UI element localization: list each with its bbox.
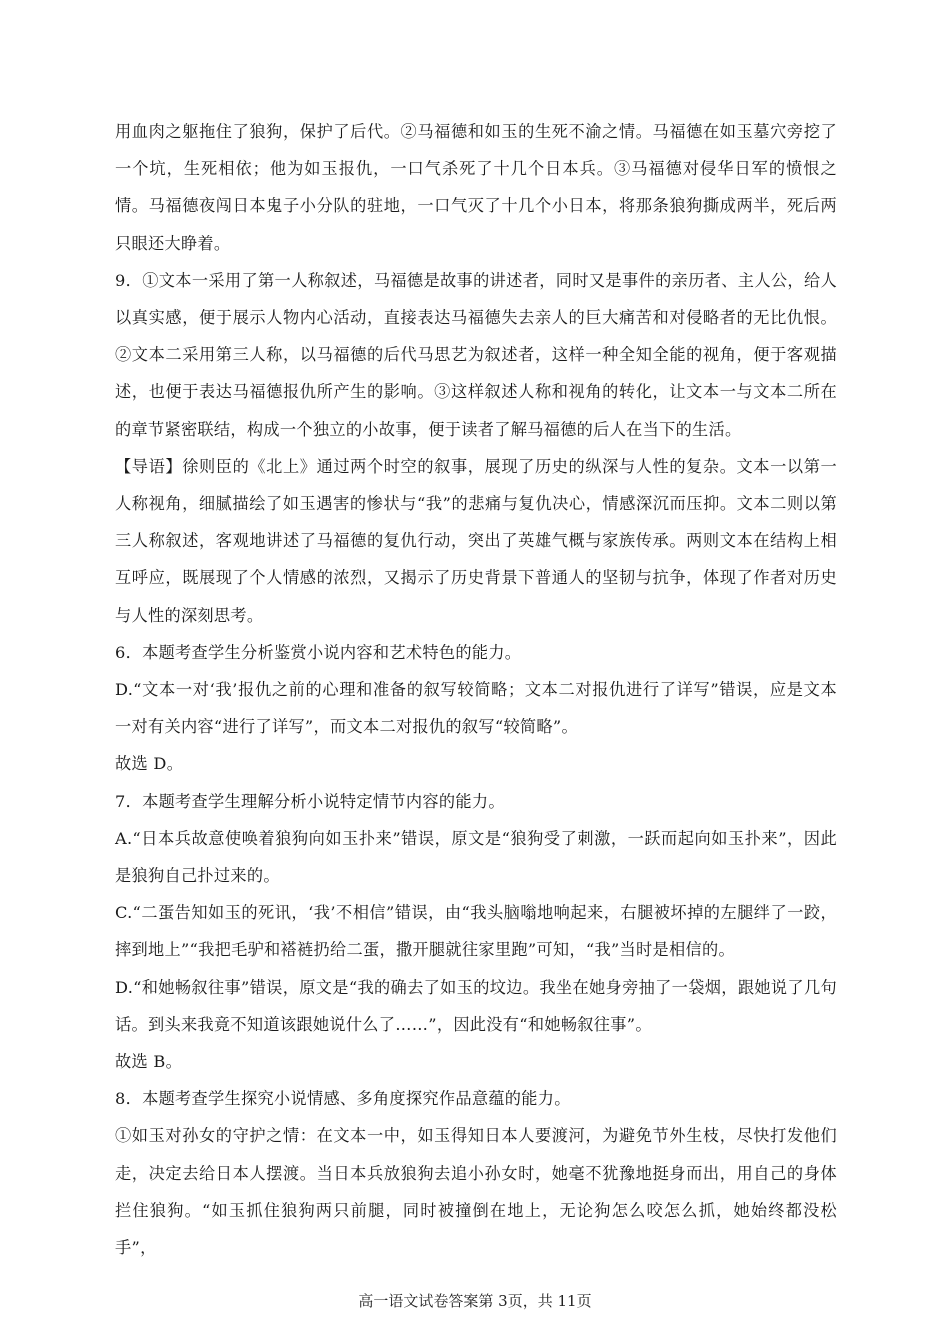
guide-paragraph: 【导语】徐则臣的《北上》通过两个时空的叙事，展现了历史的纵深与人性的复杂。文本一以第一人称视角，细腻描绘了如玉遇害的惨状与“我”的悲痛与复仇决心，情感深沉而压抑。文本二则以第三人称叙述，客观地讲述了马福德的复仇行动，突出了英雄气概与家族传承。两则文本在结构上相互呼应，既展现了个人情感的浓烈，又揭示了历史背景下普通人的坚韧与抗争，体现了作者对历史与人性的深刻思考。 xyxy=(115,456,837,625)
paragraph-continuation: 用血肉之躯拖住了狼狗，保护了后代。②马福德和如玉的生死不渝之情。马福德在如玉墓穴旁挖了一个坑，生死相依；他为如玉报仇，一口气杀死了十几个日本兵。③马福德对侵华日军的愤恨之情。马福德夜闯日本鬼子小分队的驻地，一口气灭了十几个小日本，将那条狼狗撕成两半，死后两只眼还大睁着。 xyxy=(115,122,837,253)
answer-6-choice: 故选 D。 xyxy=(115,754,184,774)
answer-8-point-1: ①如玉对孙女的守护之情：在文本一中，如玉得知日本人要渡河，为避免节外生枝，尽快打发他们走，决定去给日本人摆渡。当日本兵放狼狗去追小孙女时，她毫不犹豫地挺身而出，用自己的身体拦住狼狗。“如玉抓住狼狗两只前腿，同时被撞倒在地上，无论狗怎么咬怎么抓，她始终都没松手”， xyxy=(115,1126,837,1258)
answer-7-heading: 7．本题考查学生理解分析小说特定情节内容的能力。 xyxy=(115,791,505,811)
answer-8-heading: 8．本题考查学生探究小说情感、多角度探究作品意蕴的能力。 xyxy=(115,1089,571,1109)
answer-6-option-d: D.“文本一对‘我’报仇之前的心理和准备的叙写较简略；文本二对报仇进行了详写”错误，应是文本一对有关内容“进行了详写”，而文本二对报仇的叙写“较简略”。 xyxy=(115,680,837,737)
answer-body xyxy=(115,113,837,1266)
page-footer: 高一语文试卷答案第 3页，共 11页 xyxy=(358,1292,592,1310)
answer-7-option-c: C.“二蛋告知如玉的死讯，‘我’不相信”错误，由“我头脑嗡地响起来，右腿被坏掉的左腿绊了一跤，摔到地上”“我把毛驴和褡裢扔给二蛋，撒开腿就往家里跑”可知，“我”当时是相信的。 xyxy=(115,903,837,960)
answer-7-option-d: D.“和她畅叙往事”错误，原文是“我的确去了如玉的坟边。我坐在她身旁抽了一袋烟，跟她说了几句话。到头来我竟不知道该跟她说什么了……”，因此没有“和她畅叙往事”。 xyxy=(115,977,837,1034)
answer-6-heading: 6．本题考查学生分析鉴赏小说内容和艺术特色的能力。 xyxy=(115,642,522,662)
answer-7-choice: 故选 B。 xyxy=(115,1052,183,1072)
answer-9: 9．①文本一采用了第一人称叙述，马福德是故事的讲述者，同时又是事件的亲历者、主人公，给人以真实感，便于展示人物内心活动，直接表达马福德失去亲人的巨大痛苦和对侵略者的无比仇恨。②文本二采用第三人称，以马福德的后代马思艺为叙述者，这样一种全知全能的视角，便于客观描述，也便于表达马福德报仇所产生的影响。③这样叙述人称和视角的转化，让文本一与文本二所在的章节紧密联结，构成一个独立的小故事，便于读者了解马福德的后人在当下的生活。 xyxy=(115,270,837,439)
answer-7-option-a: A.“日本兵故意使唤着狼狗向如玉扑来”错误，原文是“狼狗受了刺激，一跃而起向如玉扑来”，因此是狼狗自己扑过来的。 xyxy=(115,828,837,886)
